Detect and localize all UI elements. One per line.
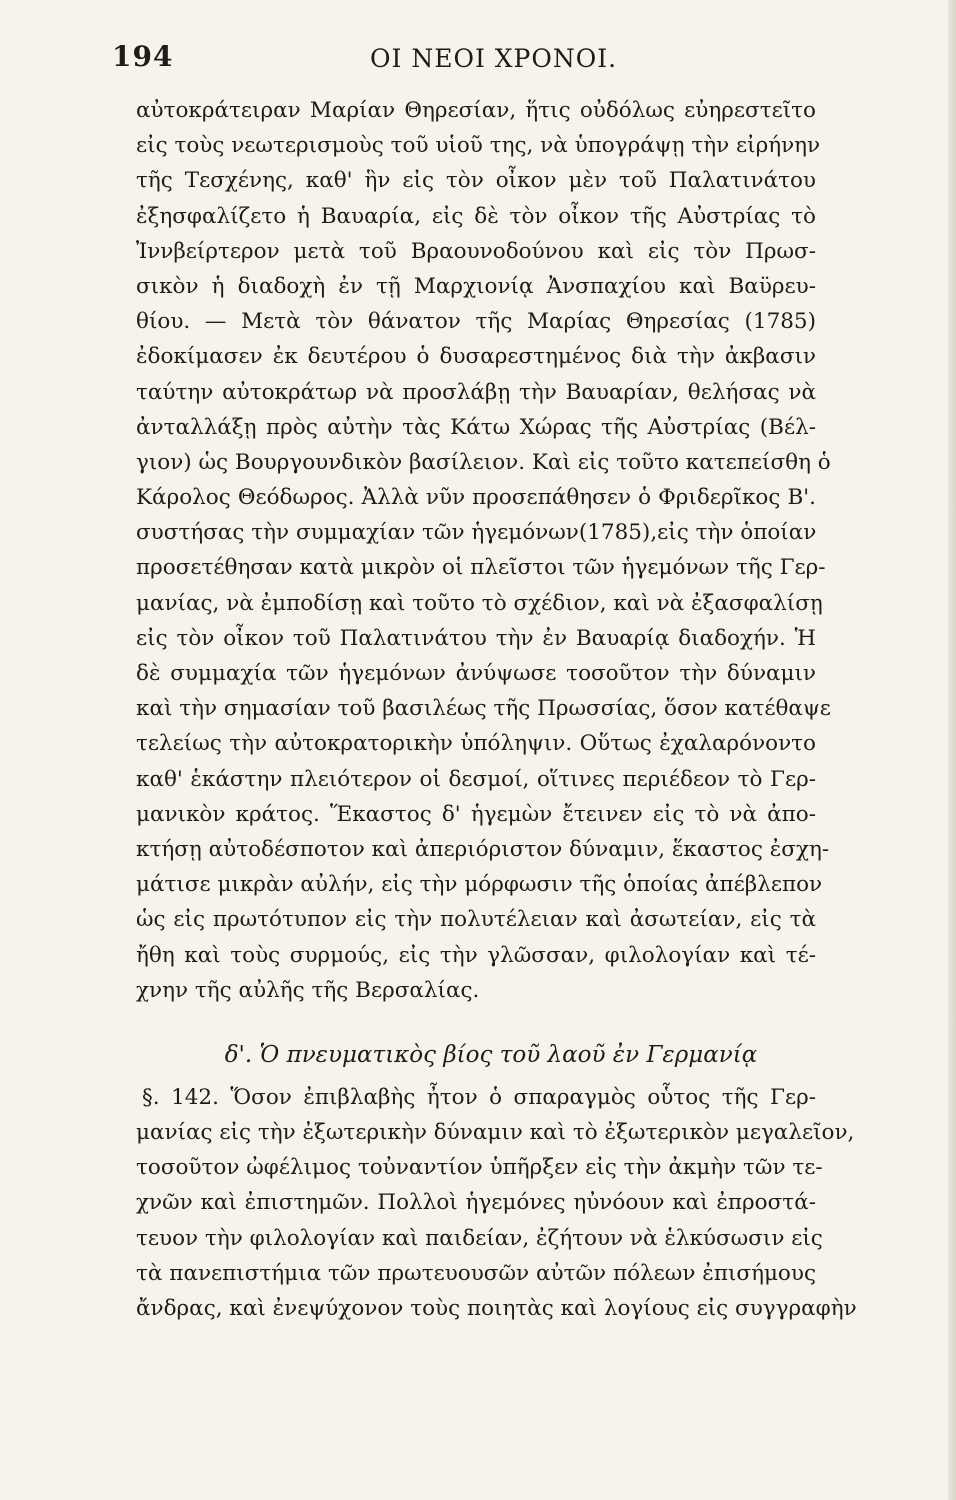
page-body [136, 93, 857, 1326]
text-line: χνην τῆς αὐλῆς τῆς Βερσαλίας. [136, 977, 480, 1003]
text-line: συστήσας τὴν συμμαχίαν τῶν ἡγεμόνων(1785),εἰς τὴν ὁποίαν [136, 520, 817, 546]
text-line: Ἰννβείρτερον μετὰ τοῦ Βραουνοδούνου καὶ εἰς τὸν Πρωσ- [136, 238, 816, 264]
page-edge [948, 0, 956, 1500]
page-number: 194 [112, 40, 174, 73]
text-line: εἰς τὸν οἶκον τοῦ Παλατινάτου τὴν ἐν Βαυαρίᾳ διαδοχήν. Ἡ [136, 625, 816, 651]
text-line: αὐτοκράτειραν Μαρίαν Θηρεσίαν, ἥτις οὐδόλως εὐηρεστεῖτο [136, 98, 816, 123]
text-line: τελείως τὴν αὐτοκρατορικὴν ὑπόληψιν. Οὕτως ἐχαλαρόνοντο [136, 731, 816, 757]
text-line: γιον) ὡς Βουργουνδικὸν βασίλειον. Καὶ εἰς τοῦτο κατεπείσθη ὁ [136, 449, 831, 475]
text-line: καὶ τὴν σημασίαν τοῦ βασιλέως τῆς Πρωσσίας, ὅσον κατέθαψε [136, 696, 831, 722]
text-line: τοσοῦτον ὠφέλιμος τοὐναντίον ὑπῆρξεν εἰς τὴν ἀκμὴν τῶν τε- [136, 1155, 823, 1181]
text-line: ἐξησφαλίζετο ἡ Βαυαρία, εἰς δὲ τὸν οἶκον τῆς Αὐστρίας τὸ [136, 203, 816, 229]
text-line: ὡς εἰς πρωτότυπον εἰς τὴν πολυτέλειαν καὶ ἀσωτείαν, εἰς τὰ [136, 907, 816, 933]
text-line: μανικὸν κράτος. Ἕκαστος δ' ἡγεμὼν ἔτεινεν εἰς τὸ νὰ ἀπο- [136, 801, 816, 827]
text-line: καθ' ἑκάστην πλειότερον οἱ δεσμοί, οἵτινες περιέδεον τὸ Γερ- [136, 766, 816, 792]
text-line: Κάρολος Θεόδωρος. Ἀλλὰ νῦν προσεπάθησεν ὁ Φριδερῖκος Β'. [136, 485, 816, 511]
text-line: τῆς Τεσχένης, καθ' ἣν εἰς τὸν οἶκον μὲν τοῦ Παλατινάτου [136, 168, 816, 194]
text-line: κτήσῃ αὐτοδέσποτον καὶ ἀπεριόριστον δύναμιν, ἕκαστος ἐσχη- [136, 836, 830, 862]
page-header [112, 40, 842, 80]
text-line: ταύτην αὐτοκράτωρ νὰ προσλάβῃ τὴν Βαυαρίαν, θελήσας νὰ [136, 379, 816, 405]
text-line: χνῶν καὶ ἐπιστημῶν. Πολλοὶ ἡγεμόνες ηὐνόουν καὶ ἐπροστά- [136, 1190, 816, 1216]
text-line: μανίας εἰς τὴν ἐξωτερικὴν δύναμιν καὶ τὸ ἐξωτερικὸν μεγαλεῖον, [136, 1120, 855, 1146]
text-line: προσετέθησαν κατὰ μικρὸν οἱ πλεῖστοι τῶν ἡγεμόνων τῆς Γερ- [136, 555, 826, 581]
text-line: ἀνταλλάξῃ πρὸς αὐτὴν τὰς Κάτω Χώρας τῆς Αὐστρίας (Βέλ- [136, 414, 816, 440]
text-line: τευον τὴν φιλολογίαν καὶ παιδείαν, ἐζήτουν νὰ ἑλκύσωσιν εἰς [136, 1225, 823, 1251]
section-heading: δ'. Ὁ πνευματικὸς βίος τοῦ λαοῦ ἐν Γερμανίᾳ [224, 1041, 758, 1068]
text-line: δὲ συμμαχία τῶν ἡγεμόνων ἀνύψωσε τοσοῦτον τὴν δύναμιν [136, 661, 816, 686]
text-line: ἐδοκίμασεν ἐκ δευτέρου ὁ δυσαρεστημένος διὰ τὴν ἀκβασιν [136, 344, 816, 370]
paragraph-1 [136, 93, 831, 1008]
text-line: εἰς τοὺς νεωτερισμοὺς τοῦ υἱοῦ της, νὰ ὑπογράψῃ τὴν εἰρήνην [136, 133, 821, 159]
paragraph-2 [136, 1080, 857, 1326]
text-line: μάτισε μικρὰν αὐλήν, εἰς τὴν μόρφωσιν τῆς ὁποίας ἀπέβλεπον [136, 872, 823, 898]
text-line: ἄνδρας, καὶ ἐνεψύχονον τοὺς ποιητὰς καὶ λογίους εἰς συγγραφὴν [136, 1296, 857, 1321]
text-line: τὰ πανεπιστήμια τῶν πρωτευουσῶν αὐτῶν πόλεων ἐπισήμους [136, 1260, 816, 1286]
text-line: θίου. — Μετὰ τὸν θάνατον τῆς Μαρίας Θηρεσίας (1785) [136, 309, 816, 335]
running-title: ΟΙ ΝΕΟΙ ΧΡΟΝΟΙ. [370, 44, 618, 73]
text-line: ἤθη καὶ τοὺς συρμούς, εἰς τὴν γλῶσσαν, φιλολογίαν καὶ τέ- [136, 942, 816, 968]
text-line: §. 142. Ὅσον ἐπιβλαβὴς ἦτον ὁ σπαραγμὸς οὗτος τῆς Γερ- [142, 1084, 816, 1110]
text-line: μανίας, νὰ ἐμποδίσῃ καὶ τοῦτο τὸ σχέδιον, καὶ νὰ ἐξασφαλίσῃ [136, 590, 823, 616]
text-line: σικὸν ἡ διαδοχὴ ἐν τῇ Μαρχιονίᾳ Ἀνσπαχίου καὶ Βαϋρευ- [136, 273, 816, 299]
